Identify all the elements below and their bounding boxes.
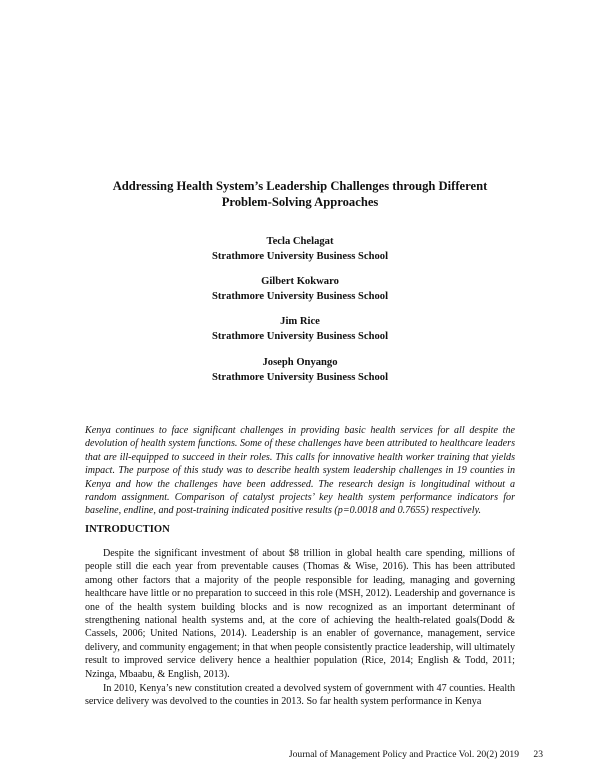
author-affiliation: Strathmore University Business School (211, 330, 389, 342)
page-footer (289, 749, 543, 761)
section-heading: INTRODUCTION (85, 524, 170, 535)
author-affiliation: Strathmore University Business School (211, 371, 389, 383)
journal-citation: Journal of Management Policy and Practice Vol. 20(2) 2019 (288, 749, 519, 760)
author-block (100, 235, 500, 264)
body-paragraph: In 2010, Kenya’s new constitution created a devolved system of government with 47 counties. Health service delivery was devolved to the counties in 2013. So far health system performance in Kenya (85, 683, 515, 708)
author-block (100, 275, 500, 304)
author-name: Tecla Chelagat (266, 236, 334, 247)
paper-title-line-1: Addressing Health System’s Leadership Challenges through Different (112, 179, 488, 193)
author-name: Jim Rice (280, 316, 320, 327)
author-affiliation: Strathmore University Business School (211, 290, 389, 302)
abstract: Kenya continues to face significant challenges in providing basic health services for all despite the devolution of health system functions. Some of these challenges have been attributed to healthcare leaders that are ill-equipped to succeed in their roles. This calls for innovative health worker training that yields impact. The purpose of this study was to describe health system leadership challenges in 19 counties in Kenya and how the challenges have been addressed. The research design is longitudinal without a random assignment. Comparison of catalyst projects’ key health system performance indicators for baseline, endline, and post-training indicated positive results (p=0.0018 and 0.7655) respectively. (85, 425, 515, 517)
paper-title-line-2: Problem-Solving Approaches (221, 195, 379, 209)
author-block (100, 356, 500, 385)
author-name: Joseph Onyango (262, 357, 338, 368)
page-number: 23 (533, 749, 543, 760)
author-name: Gilbert Kokwaro (261, 276, 339, 287)
author-affiliation: Strathmore University Business School (211, 250, 389, 262)
author-block (100, 315, 500, 344)
body-paragraph: Despite the significant investment of about $8 trillion in global health care spending, millions of people still die each year from preventable causes (Thomas & Wise, 2016). This has been attributed among other factors that a majority of the people responsible for leading, managing and governing healthcare have little or no preparation to succeed in this role (MSH, 2012). Leadership and governance is one of the health system building blocks and is now recognized as an important determinant of strengthening national health systems and, at the core of achieving the health-related goals(Dodd & Cassels, 2006; United Nations, 2014). Leadership is an enabler of governance, management, service delivery, and community engagement; in that when people consistently practice leadership, will ultimately result to improved service delivery hence a healthier population (Rice, 2014; English & Todd, 2011; Nzinga, Mbaabu, & English, 2013). (85, 548, 515, 680)
paper-title (60, 178, 540, 210)
